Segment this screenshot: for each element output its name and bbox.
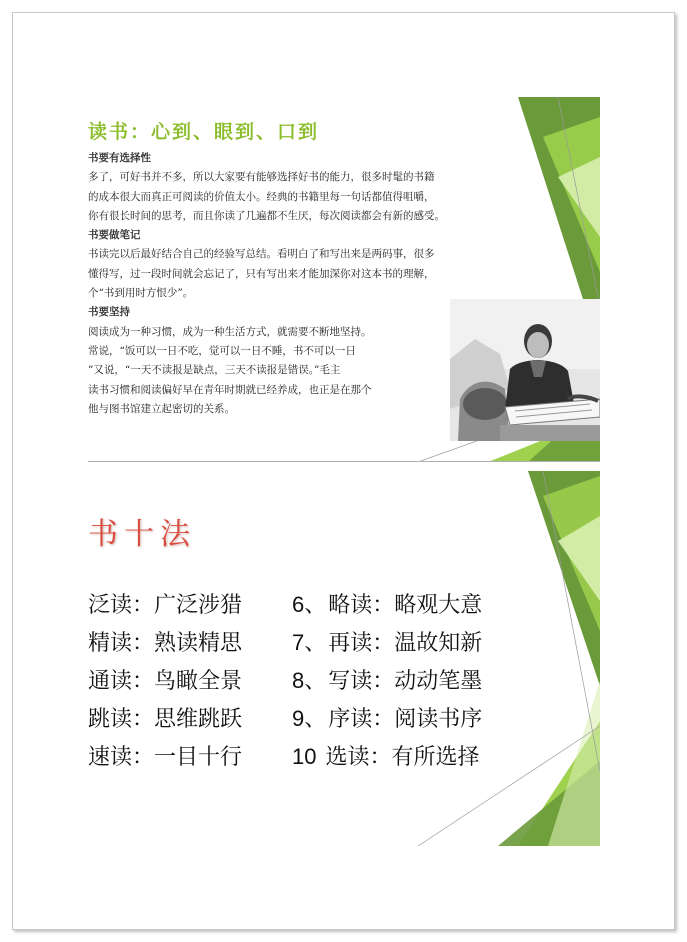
- method-row: [88, 624, 482, 662]
- reading-methods-list: [88, 586, 482, 776]
- slide1-title: 读书：心到、眼到、口到: [88, 121, 320, 143]
- method-left: 通读：鸟瞰全景: [88, 669, 243, 694]
- method-right: [292, 662, 482, 701]
- method-right: [292, 738, 479, 777]
- method-number: 6、: [292, 592, 327, 617]
- paragraph-line: 懂得写，过一段时间就会忘记了，只有写出来才能加深你对这本书的理解，: [88, 267, 435, 280]
- paragraph-line: 他与图书馆建立起密切的关系。: [88, 402, 235, 415]
- method-number: 8、: [292, 668, 327, 693]
- method-number: 9、: [292, 706, 327, 731]
- method-left: 泛读：广泛涉猎: [88, 593, 243, 618]
- section-heading: 书要坚持: [88, 306, 130, 319]
- slide-ten-methods: [88, 471, 600, 846]
- method-text: 选读：有所选择: [318, 745, 480, 770]
- method-text: 序读：阅读书序: [328, 707, 483, 732]
- reading-portrait-image: [450, 299, 600, 441]
- paragraph-line: 的成本很大而真正可阅读的价值太小。经典的书籍里每一句话都值得咀嚼，: [88, 190, 435, 203]
- slide1-bottom-rule: [88, 461, 600, 462]
- method-row: [88, 738, 482, 776]
- method-right: [292, 586, 482, 625]
- method-text: 略读：略观大意: [328, 593, 483, 618]
- paragraph-line: 书读完以后最好结合自己的经验写总结。看明白了和写出来是两码事，很多: [88, 248, 435, 261]
- method-left: 跳读：思维跳跃: [88, 707, 243, 732]
- method-right: [292, 624, 482, 663]
- section-heading: 书要做笔记: [88, 229, 141, 242]
- slide-reading-method: [88, 97, 600, 462]
- method-row: [88, 662, 482, 700]
- method-text: 写读：动动笔墨: [328, 669, 483, 694]
- method-left: 精读：熟读精思: [88, 631, 243, 656]
- paragraph-line: 常说，“饭可以一日不吃，觉可以一日不睡，书不可以一日: [88, 344, 356, 357]
- paragraph-line: 多了，可好书并不多，所以大家要有能够选择好书的能力，很多时髦的书籍: [88, 171, 435, 184]
- method-row: [88, 586, 482, 624]
- paragraph-line: 你有很长时间的思考，而且你读了几遍都不生厌，每次阅读都会有新的感受。: [88, 209, 445, 222]
- paragraph-line: 个“书到用时方恨少”。: [88, 287, 194, 300]
- paragraph-line: 读书习惯和阅读偏好早在青年时期就已经养成，也正是在那个: [88, 383, 372, 396]
- paragraph-line: 阅读成为一种习惯，成为一种生活方式，就需要不断地坚持。: [88, 325, 372, 338]
- method-number: 7、: [292, 630, 327, 655]
- method-number: 10: [292, 744, 317, 769]
- slide2-title: 书十法: [88, 517, 196, 552]
- method-row: [88, 700, 482, 738]
- method-left: 速读：一目十行: [88, 745, 243, 770]
- method-right: [292, 700, 482, 739]
- paragraph-line: ”又说，“一天不读报是缺点，三天不读报是错误。”毛主: [88, 364, 341, 377]
- section-heading: 书要有选择性: [88, 152, 151, 164]
- method-text: 再读：温故知新: [328, 631, 483, 656]
